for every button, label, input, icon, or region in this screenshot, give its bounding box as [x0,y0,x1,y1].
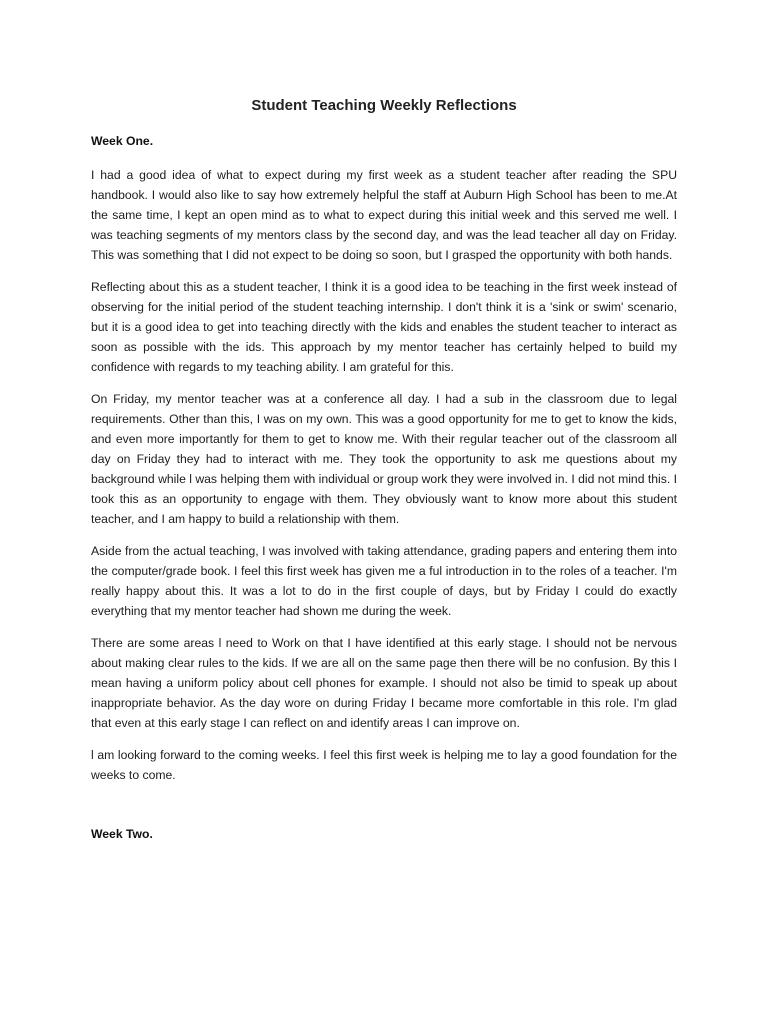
document-title: Student Teaching Weekly Reflections [251,97,517,114]
section-heading: Week One. [91,134,154,148]
paragraph: Aside from the actual teaching, I was involved with taking attendance, grading papers and entering them into the computer/grade book. I feel this first week has given me a ful introduction in to the roles of a teacher. I'm really happy about this. It was a lot to do in the first couple of days, but by Friday I could do exactly everything that my mentor teacher had shown me during the week. [91,544,677,618]
paragraph: I had a good idea of what to expect during my first week as a student teacher after reading the SPU handbook. I would also like to say how extremely helpful the staff at Auburn High School has been to me.At the same time, I kept an open mind as to what to expect during this initial week and this served me well. I was teaching segments of my mentors class by the second day, and was the lead teacher all day on Friday. This was something that I did not expect to be doing so soon, but I grasped the opportunity with both hands. [91,168,677,262]
document-page [91,96,677,843]
paragraph: Reflecting about this as a student teacher, I think it is a good idea to be teaching in the first week instead of observing for the initial period of the student teaching internship. I don't think it is a 'sink or swim' scenario, but it is a good idea to get into teaching directly with the kids and enables the student teacher to interact as soon as possible with the ids. This approach by my mentor teacher has certainly helped to build my confidence with regards to my teaching ability. I am grateful for this. [91,280,677,374]
paragraph: There are some areas l need to Work on that I have identified at this early stage. I should not be nervous about making clear rules to the kids. If we are all on the same page then there will be no confusion. By this I mean having a uniform policy about cell phones for example. I should not also be timid to speak up about inappropriate behavior. As the day wore on during Friday I became more comfortable in this role. I'm glad that even at this early stage I can reflect on and identify areas I can improve on. [91,636,677,730]
section-heading: Week Two. [91,827,153,841]
section-week-two [91,825,677,843]
section-week-one [91,132,677,785]
paragraph: On Friday, my mentor teacher was at a conference all day. I had a sub in the classroom due to legal requirements. Other than this, I was on my own. This was a good opportunity for me to get to know the kids, and even more importantly for them to get to know me. With their regular teacher out of the classroom all day on Friday they had to interact with me. They took the opportunity to ask me questions about my background while l was helping them with individual or group work they were involved in. I did not mind this. I took this as an opportunity to engage with them. They obviously want to know more about this student teacher, and I am happy to build a relationship with them. [91,392,677,526]
paragraph: l am looking forward to the coming weeks. I feel this first week is helping me to lay a good foundation for the weeks to come. [91,748,677,782]
